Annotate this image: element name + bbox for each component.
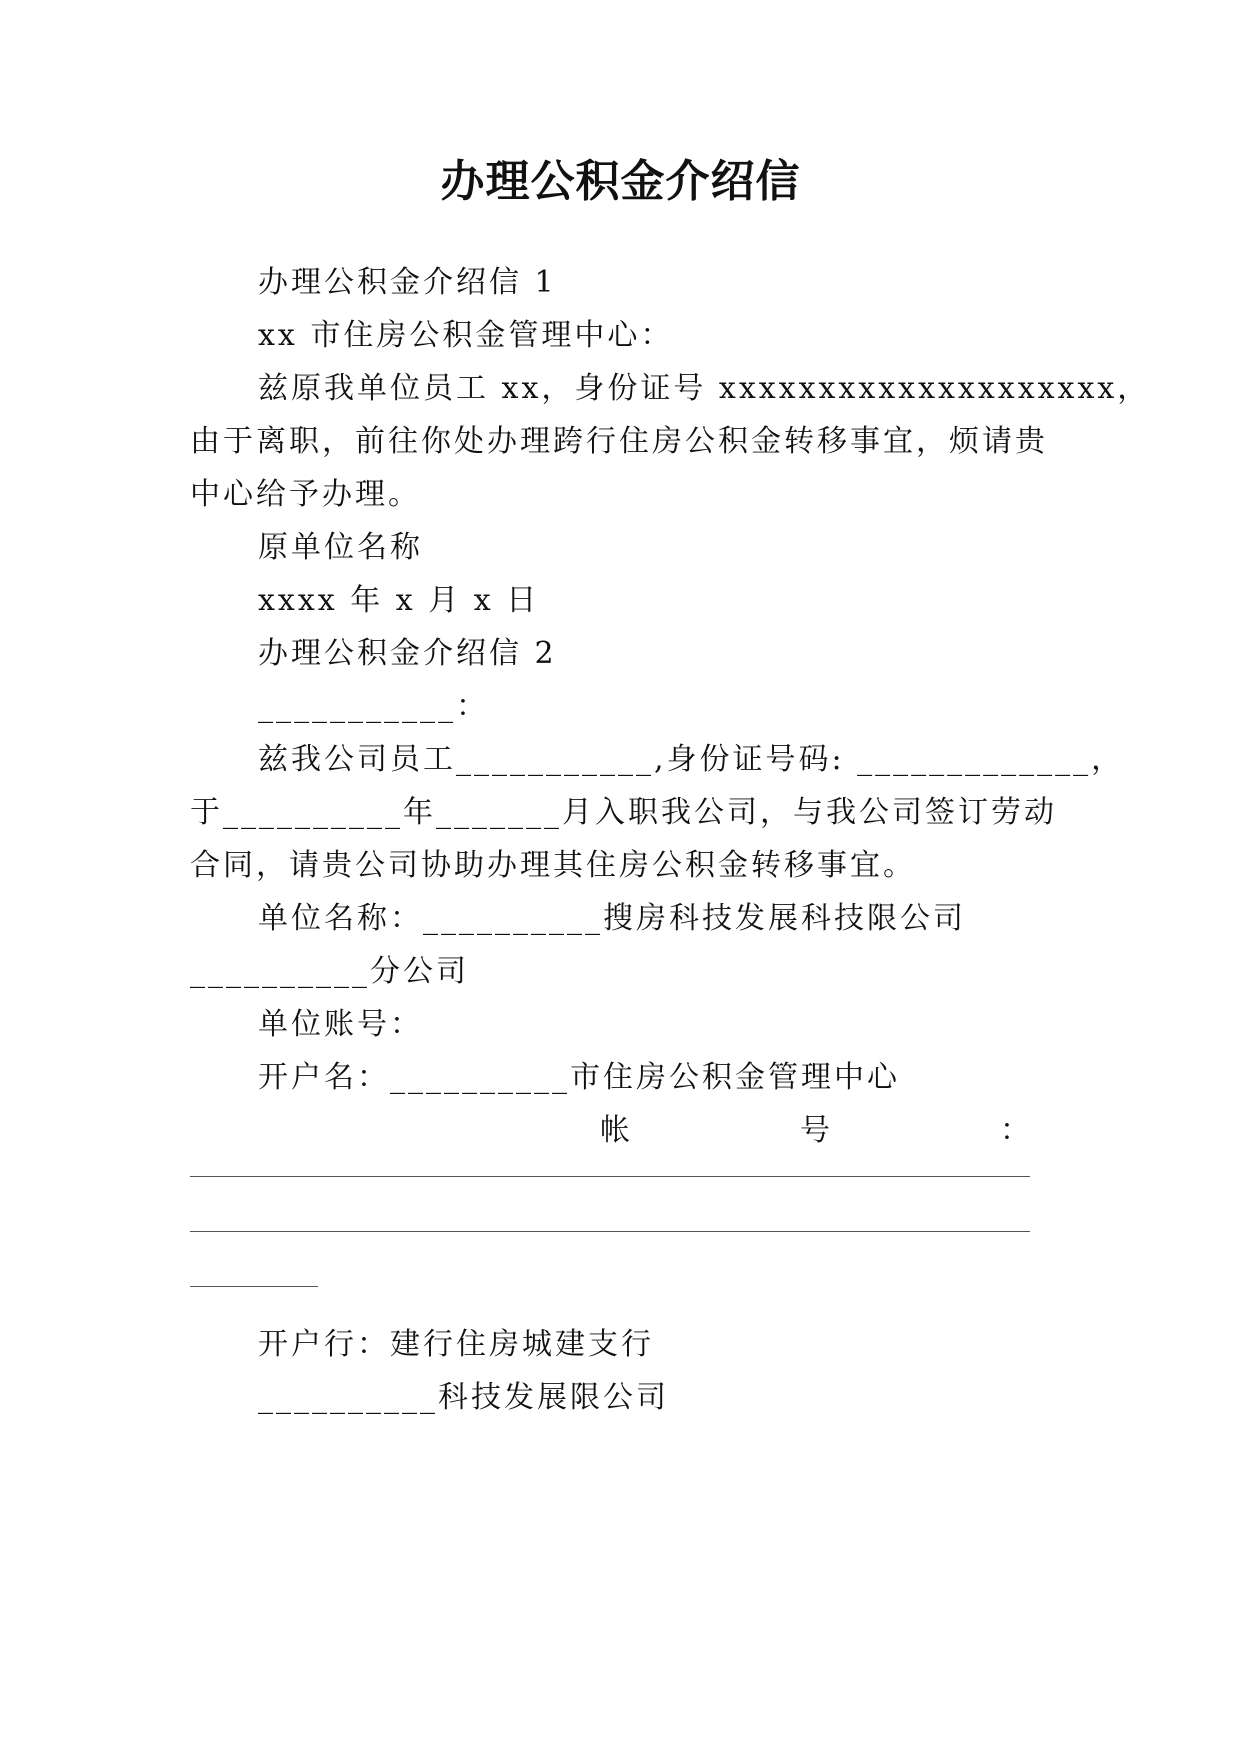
- signature-unit: 原单位名称: [258, 530, 423, 565]
- account-blank-line-3: [190, 1286, 318, 1287]
- unit-name-line: 单位名称：__________搜房科技发展科技限公司: [258, 901, 966, 936]
- recipient-line: xx 市住房公积金管理中心：: [258, 318, 674, 353]
- company-signature-line: __________科技发展限公司: [258, 1380, 669, 1415]
- account-label-char-1: 帐: [600, 1113, 630, 1148]
- account-blank-line-1: [190, 1176, 1030, 1177]
- body2-line-3: 合同，请贵公司协助办理其住房公积金转移事宜。: [190, 848, 916, 883]
- unit-name-continued: __________分公司: [190, 954, 469, 989]
- body-line-2: 由于离职，前往你处办理跨行住房公积金转移事宜，烦请贵: [190, 424, 1048, 459]
- signature-date: xxxx 年 x 月 x 日: [258, 583, 540, 618]
- account-label-colon: ：: [1000, 1113, 1030, 1148]
- body-line-1: 兹原我单位员工 xx，身份证号 xxxxxxxxxxxxxxxxxxxx，: [258, 371, 1151, 406]
- body-line-3: 中心给予办理。: [190, 477, 421, 512]
- account-holder-line: 开户名：__________市住房公积金管理中心: [258, 1060, 900, 1095]
- bank-line: 开户行：建行住房城建支行: [258, 1327, 654, 1362]
- account-number-label: [600, 1111, 1030, 1151]
- account-label-char-2: 号: [800, 1113, 830, 1148]
- recipient-blank-line: ___________：: [258, 689, 489, 724]
- body2-line-1: 兹我公司员工___________,身份证号码: _____________，: [258, 742, 1125, 777]
- document-title: 办理公积金介绍信: [440, 156, 801, 207]
- section-heading-1: 办理公积金介绍信 1: [258, 265, 557, 300]
- unit-account-line: 单位账号：: [258, 1007, 423, 1042]
- account-blank-line-2: [190, 1231, 1030, 1232]
- body2-line-2: 于__________年_______月入职我公司，与我公司签订劳动: [190, 795, 1057, 830]
- section-heading-2: 办理公积金介绍信 2: [258, 636, 557, 671]
